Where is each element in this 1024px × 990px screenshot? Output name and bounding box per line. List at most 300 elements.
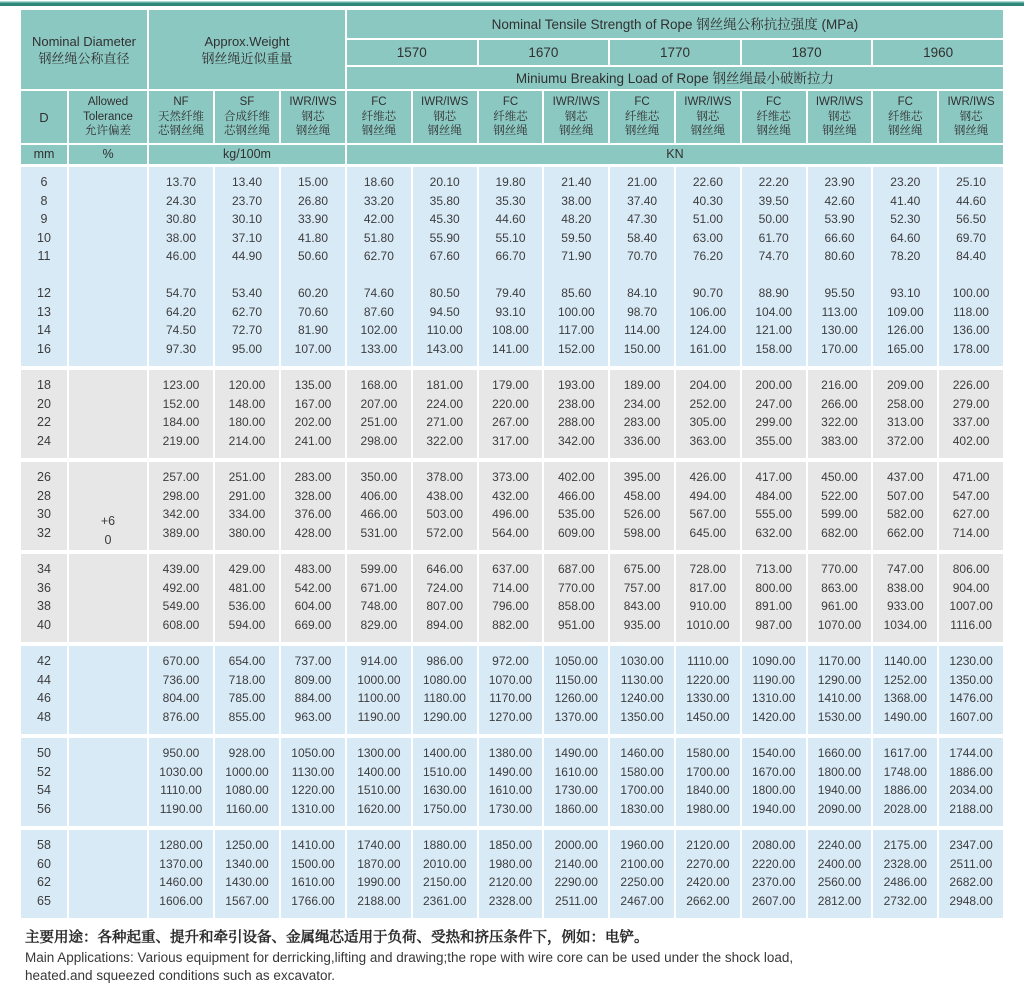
value-cell: 23.70 [215,192,279,211]
value-cell: 549.00 [149,597,213,616]
value-cell: 54.70 [149,284,213,303]
value-cell: 675.00 [610,560,674,579]
pad-cell [21,358,67,366]
value-cell: 1190.00 [347,708,411,727]
value-cell [281,266,345,285]
header-col-iwr-line: 钢芯 [301,110,325,123]
value-cell: 1270.00 [479,708,543,727]
value-cell: 50.60 [281,247,345,266]
value-cell: 380.00 [215,524,279,543]
header-col-iwr-line: 钢丝绳 [690,125,726,138]
pad-cell [676,910,740,918]
value-cell: 252.00 [676,395,740,414]
header-col-tolerance-line: Tolerance [83,110,133,123]
value-cell: 1990.00 [347,873,411,892]
value-cell: 193.00 [544,376,608,395]
value-cell: 21.40 [544,173,608,192]
tolerance-cell [69,738,147,826]
pad-cell [676,634,740,642]
value-cell: 350.00 [347,468,411,487]
diameter-cell: 22 [21,413,67,432]
value-cell: 1580.00 [610,763,674,782]
value-cell: 1310.00 [742,689,806,708]
pad-cell [479,450,543,458]
pad-cell [215,542,279,550]
value-cell: 257.00 [149,468,213,487]
header-col-iwr [676,91,740,143]
pad-cell [544,634,608,642]
header-col-fc-line: FC [897,96,913,109]
value-cell: 855.00 [215,708,279,727]
pad-cell [215,818,279,826]
value-cell: 59.50 [544,229,608,248]
value-cell: 279.00 [939,395,1003,414]
pad-cell [873,358,937,366]
diameter-cell: 14 [21,321,67,340]
value-cell: 2220.00 [742,855,806,874]
value-cell: 328.00 [281,487,345,506]
value-cell: 41.40 [873,192,937,211]
value-cell: 1580.00 [676,744,740,763]
value-cell: 98.70 [610,303,674,322]
value-cell: 1300.00 [347,744,411,763]
value-cell: 496.00 [479,505,543,524]
value-cell: 53.90 [808,210,872,229]
value-cell: 216.00 [808,376,872,395]
value-cell: 70.60 [281,303,345,322]
value-cell: 669.00 [281,616,345,635]
value-cell: 1240.00 [610,689,674,708]
diameter-cell: 13 [21,303,67,322]
value-cell: 26.80 [281,192,345,211]
value-cell: 471.00 [939,468,1003,487]
value-cell: 1510.00 [347,781,411,800]
pad-cell [281,910,345,918]
header-col-iwr [939,91,1003,143]
pad-cell [215,910,279,918]
value-cell: 1190.00 [742,671,806,690]
footer-notes [21,918,1003,990]
value-cell: 1090.00 [742,652,806,671]
value-cell [742,266,806,285]
header-approx-weight-en: Approx.Weight [204,33,290,49]
value-cell: 342.00 [544,432,608,451]
tolerance-cell [69,554,147,642]
value-cell: 1420.00 [742,708,806,727]
value-cell: 64.60 [873,229,937,248]
value-cell: 1250.00 [215,836,279,855]
value-cell: 121.00 [742,321,806,340]
value-cell: 84.10 [610,284,674,303]
value-cell: 2240.00 [808,836,872,855]
value-cell: 48.20 [544,210,608,229]
pad-cell [413,358,477,366]
header-col-fc-line: FC [371,96,387,109]
value-cell: 363.00 [676,432,740,451]
value-cell: 152.00 [149,395,213,414]
header-col-iwr-line: 钢丝绳 [427,125,462,138]
value-cell: 646.00 [413,560,477,579]
value-cell: 1730.00 [479,800,543,819]
diameter-cell: 34 [21,560,67,579]
header-col-iwr-line: IWR/IWS [421,96,469,109]
value-cell [939,266,1003,285]
value-cell: 51.00 [676,210,740,229]
value-cell: 1116.00 [939,616,1003,635]
value-cell: 220.00 [479,395,543,414]
header-col-sf-line: 合成纤维 [224,110,270,123]
value-cell: 214.00 [215,432,279,451]
pad-cell [413,634,477,642]
value-cell: 682.00 [808,524,872,543]
value-cell: 2028.00 [873,800,937,819]
value-cell: 22.60 [676,173,740,192]
pad-cell [281,358,345,366]
value-cell: 1180.00 [413,689,477,708]
pad-cell [479,818,543,826]
diameter-cell: 12 [21,284,67,303]
value-cell: 150.00 [610,340,674,359]
value-cell: 283.00 [610,413,674,432]
diameter-cell: 40 [21,616,67,635]
value-cell: 2400.00 [808,855,872,874]
value-cell: 1960.00 [610,836,674,855]
header-tensile-strength-title: Nominal Tensile Strength of Rope 钢丝绳公称抗拉强度 (MPa) [347,10,1003,38]
value-cell: 770.00 [544,579,608,598]
value-cell: 1660.00 [808,744,872,763]
value-cell: 37.10 [215,229,279,248]
value-cell: 417.00 [742,468,806,487]
diameter-cell: 36 [21,579,67,598]
value-cell: 53.40 [215,284,279,303]
value-cell: 522.00 [808,487,872,506]
value-cell: 483.00 [281,560,345,579]
pad-cell [939,818,1003,826]
pad-cell [413,818,477,826]
value-cell: 24.30 [149,192,213,211]
value-cell: 15.00 [281,173,345,192]
value-cell: 2420.00 [676,873,740,892]
value-cell: 1490.00 [544,744,608,763]
pad-cell [873,910,937,918]
value-cell: 165.00 [873,340,937,359]
value-cell: 376.00 [281,505,345,524]
diameter-cell: 30 [21,505,67,524]
tolerance-cell-line: +6 [100,514,116,528]
value-cell: 1610.00 [281,873,345,892]
value-cell: 298.00 [149,487,213,506]
value-cell: 450.00 [808,468,872,487]
value-cell: 317.00 [479,432,543,451]
value-cell: 687.00 [544,560,608,579]
value-cell: 179.00 [479,376,543,395]
diameter-cell: 32 [21,524,67,543]
value-cell: 2486.00 [873,873,937,892]
pad-cell [479,542,543,550]
value-cell: 429.00 [215,560,279,579]
diameter-cell: 50 [21,744,67,763]
value-cell: 1000.00 [347,671,411,690]
value-cell: 2175.00 [873,836,937,855]
value-cell: 44.60 [939,192,1003,211]
value-cell: 44.90 [215,247,279,266]
pad-cell [215,450,279,458]
value-cell: 748.00 [347,597,411,616]
diameter-cell: 20 [21,395,67,414]
pad-cell [413,450,477,458]
value-cell: 44.60 [479,210,543,229]
value-cell: 1110.00 [676,652,740,671]
value-cell: 74.60 [347,284,411,303]
diameter-cell: 44 [21,671,67,690]
pad-cell [676,450,740,458]
value-cell: 987.00 [742,616,806,635]
tolerance-cell [69,167,147,366]
pad-cell [610,726,674,734]
value-cell: 130.00 [808,321,872,340]
table-block [21,830,1003,918]
header-col-fc [347,91,411,143]
pad-cell [742,358,806,366]
value-cell: 247.00 [742,395,806,414]
value-cell: 2290.00 [544,873,608,892]
value-cell: 1220.00 [281,781,345,800]
value-cell: 298.00 [347,432,411,451]
value-cell: 80.60 [808,247,872,266]
pad-cell [939,634,1003,642]
table-block [21,646,1003,734]
value-cell: 1252.00 [873,671,937,690]
value-cell: 986.00 [413,652,477,671]
pad-cell [347,450,411,458]
header-nominal-diameter [21,10,147,89]
pad-cell [610,910,674,918]
value-cell: 817.00 [676,579,740,598]
value-cell: 181.00 [413,376,477,395]
value-cell [215,266,279,285]
header-col-fc-line: 钢丝绳 [756,125,791,138]
value-cell: 102.00 [347,321,411,340]
value-cell: 426.00 [676,468,740,487]
value-cell: 71.90 [544,247,608,266]
value-cell: 224.00 [413,395,477,414]
value-cell: 747.00 [873,560,937,579]
value-cell: 1610.00 [479,781,543,800]
value-cell: 238.00 [544,395,608,414]
value-cell: 1700.00 [676,763,740,782]
value-cell [149,266,213,285]
value-cell: 555.00 [742,505,806,524]
header-col-fc [742,91,806,143]
value-cell: 234.00 [610,395,674,414]
value-cell: 271.00 [413,413,477,432]
value-cell: 1140.00 [873,652,937,671]
strength-value-1960 [873,40,1003,65]
value-cell [347,266,411,285]
value-cell: 718.00 [215,671,279,690]
value-cell: 458.00 [610,487,674,506]
pad-cell [149,818,213,826]
value-cell: 123.00 [149,376,213,395]
value-cell: 1400.00 [347,763,411,782]
header-col-sf-line: 芯钢丝绳 [224,125,270,138]
value-cell: 204.00 [676,376,740,395]
strength-value-1960-line: 1960 [923,45,954,60]
header-col-iwr-line: 钢丝绳 [295,125,331,138]
pad-cell [149,726,213,734]
value-cell: 1530.00 [808,708,872,727]
pad-cell [610,450,674,458]
value-cell: 1150.00 [544,671,608,690]
value-cell: 1490.00 [479,763,543,782]
value-cell: 526.00 [610,505,674,524]
value-cell: 608.00 [149,616,213,635]
value-cell: 714.00 [939,524,1003,543]
header-col-fc-line: 纤维芯 [624,110,660,123]
pad-cell [544,542,608,550]
pad-cell [873,634,937,642]
value-cell: 66.70 [479,247,543,266]
value-cell: 189.00 [610,376,674,395]
value-cell: 184.00 [149,413,213,432]
value-cell: 406.00 [347,487,411,506]
value-cell: 1370.00 [544,708,608,727]
value-cell: 1400.00 [413,744,477,763]
diameter-cell: 9 [21,210,67,229]
pad-cell [479,634,543,642]
pad-cell [347,818,411,826]
header-col-tolerance-line: Allowed [87,96,129,109]
value-cell: 972.00 [479,652,543,671]
value-cell: 1370.00 [149,855,213,874]
value-cell: 33.20 [347,192,411,211]
pad-cell [281,818,345,826]
value-cell: 2120.00 [479,873,543,892]
tolerance-cell [69,830,147,918]
value-cell [544,266,608,285]
value-cell: 94.50 [413,303,477,322]
value-cell: 1380.00 [479,744,543,763]
value-cell: 74.50 [149,321,213,340]
value-cell: 1830.00 [610,800,674,819]
value-cell: 1160.00 [215,800,279,819]
value-cell: 507.00 [873,487,937,506]
pad-cell [808,450,872,458]
pad-cell [742,634,806,642]
pad-cell [21,542,67,550]
value-cell: 383.00 [808,432,872,451]
diameter-cell: 65 [21,892,67,911]
value-cell: 492.00 [149,579,213,598]
pad-cell [808,542,872,550]
value-cell: 737.00 [281,652,345,671]
value-cell: 334.00 [215,505,279,524]
value-cell: 933.00 [873,597,937,616]
value-cell: 724.00 [413,579,477,598]
header-col-fc-line: FC [766,96,782,109]
value-cell: 372.00 [873,432,937,451]
value-cell: 22.20 [742,173,806,192]
pad-cell [544,910,608,918]
value-cell: 494.00 [676,487,740,506]
table-block [21,738,1003,826]
value-cell: 241.00 [281,432,345,451]
pad-cell [149,634,213,642]
value-cell: 572.00 [413,524,477,543]
value-cell: 1940.00 [808,781,872,800]
diameter-cell: 62 [21,873,67,892]
pad-cell [21,450,67,458]
header-col-fc [610,91,674,143]
value-cell: 202.00 [281,413,345,432]
value-cell: 1886.00 [939,763,1003,782]
header-col-iwr [808,91,872,143]
pad-cell [808,634,872,642]
value-cell: 2511.00 [544,892,608,911]
value-cell: 1350.00 [610,708,674,727]
pad-cell [149,358,213,366]
value-cell: 21.00 [610,173,674,192]
strength-value-1570-line: 1570 [396,45,427,60]
header-col-sf [215,91,279,143]
value-cell: 1330.00 [676,689,740,708]
value-cell: 40.30 [676,192,740,211]
value-cell: 2607.00 [742,892,806,911]
value-cell: 599.00 [808,505,872,524]
value-cell: 20.10 [413,173,477,192]
value-cell: 2010.00 [413,855,477,874]
value-cell: 632.00 [742,524,806,543]
value-cell: 2328.00 [873,855,937,874]
value-cell: 1030.00 [149,763,213,782]
strength-value-1570 [347,40,477,65]
value-cell: 531.00 [347,524,411,543]
value-cell: 38.00 [149,229,213,248]
value-cell: 209.00 [873,376,937,395]
value-cell: 110.00 [413,321,477,340]
diameter-cell: 16 [21,340,67,359]
header-col-nf-line: NF [173,96,189,109]
pad-cell [215,634,279,642]
pad-cell [742,450,806,458]
value-cell: 373.00 [479,468,543,487]
value-cell: 18.60 [347,173,411,192]
value-cell: 1606.00 [149,892,213,911]
value-cell: 1766.00 [281,892,345,911]
value-cell: 23.90 [808,173,872,192]
value-cell: 152.00 [544,340,608,359]
tolerance-cell [69,370,147,458]
value-cell: 800.00 [742,579,806,598]
value-cell: 42.00 [347,210,411,229]
pad-cell [21,910,67,918]
pad-cell [939,910,1003,918]
value-cell: 713.00 [742,560,806,579]
value-cell: 2188.00 [347,892,411,911]
value-cell: 1870.00 [347,855,411,874]
value-cell: 100.00 [544,303,608,322]
value-cell: 1940.00 [742,800,806,819]
pad-cell [873,726,937,734]
value-cell: 1410.00 [281,836,345,855]
diameter-cell: 56 [21,800,67,819]
value-cell: 266.00 [808,395,872,414]
value-cell: 2120.00 [676,836,740,855]
value-cell: 1450.00 [676,708,740,727]
value-cell: 1617.00 [873,744,937,763]
value-cell: 1290.00 [808,671,872,690]
value-cell: 219.00 [149,432,213,451]
